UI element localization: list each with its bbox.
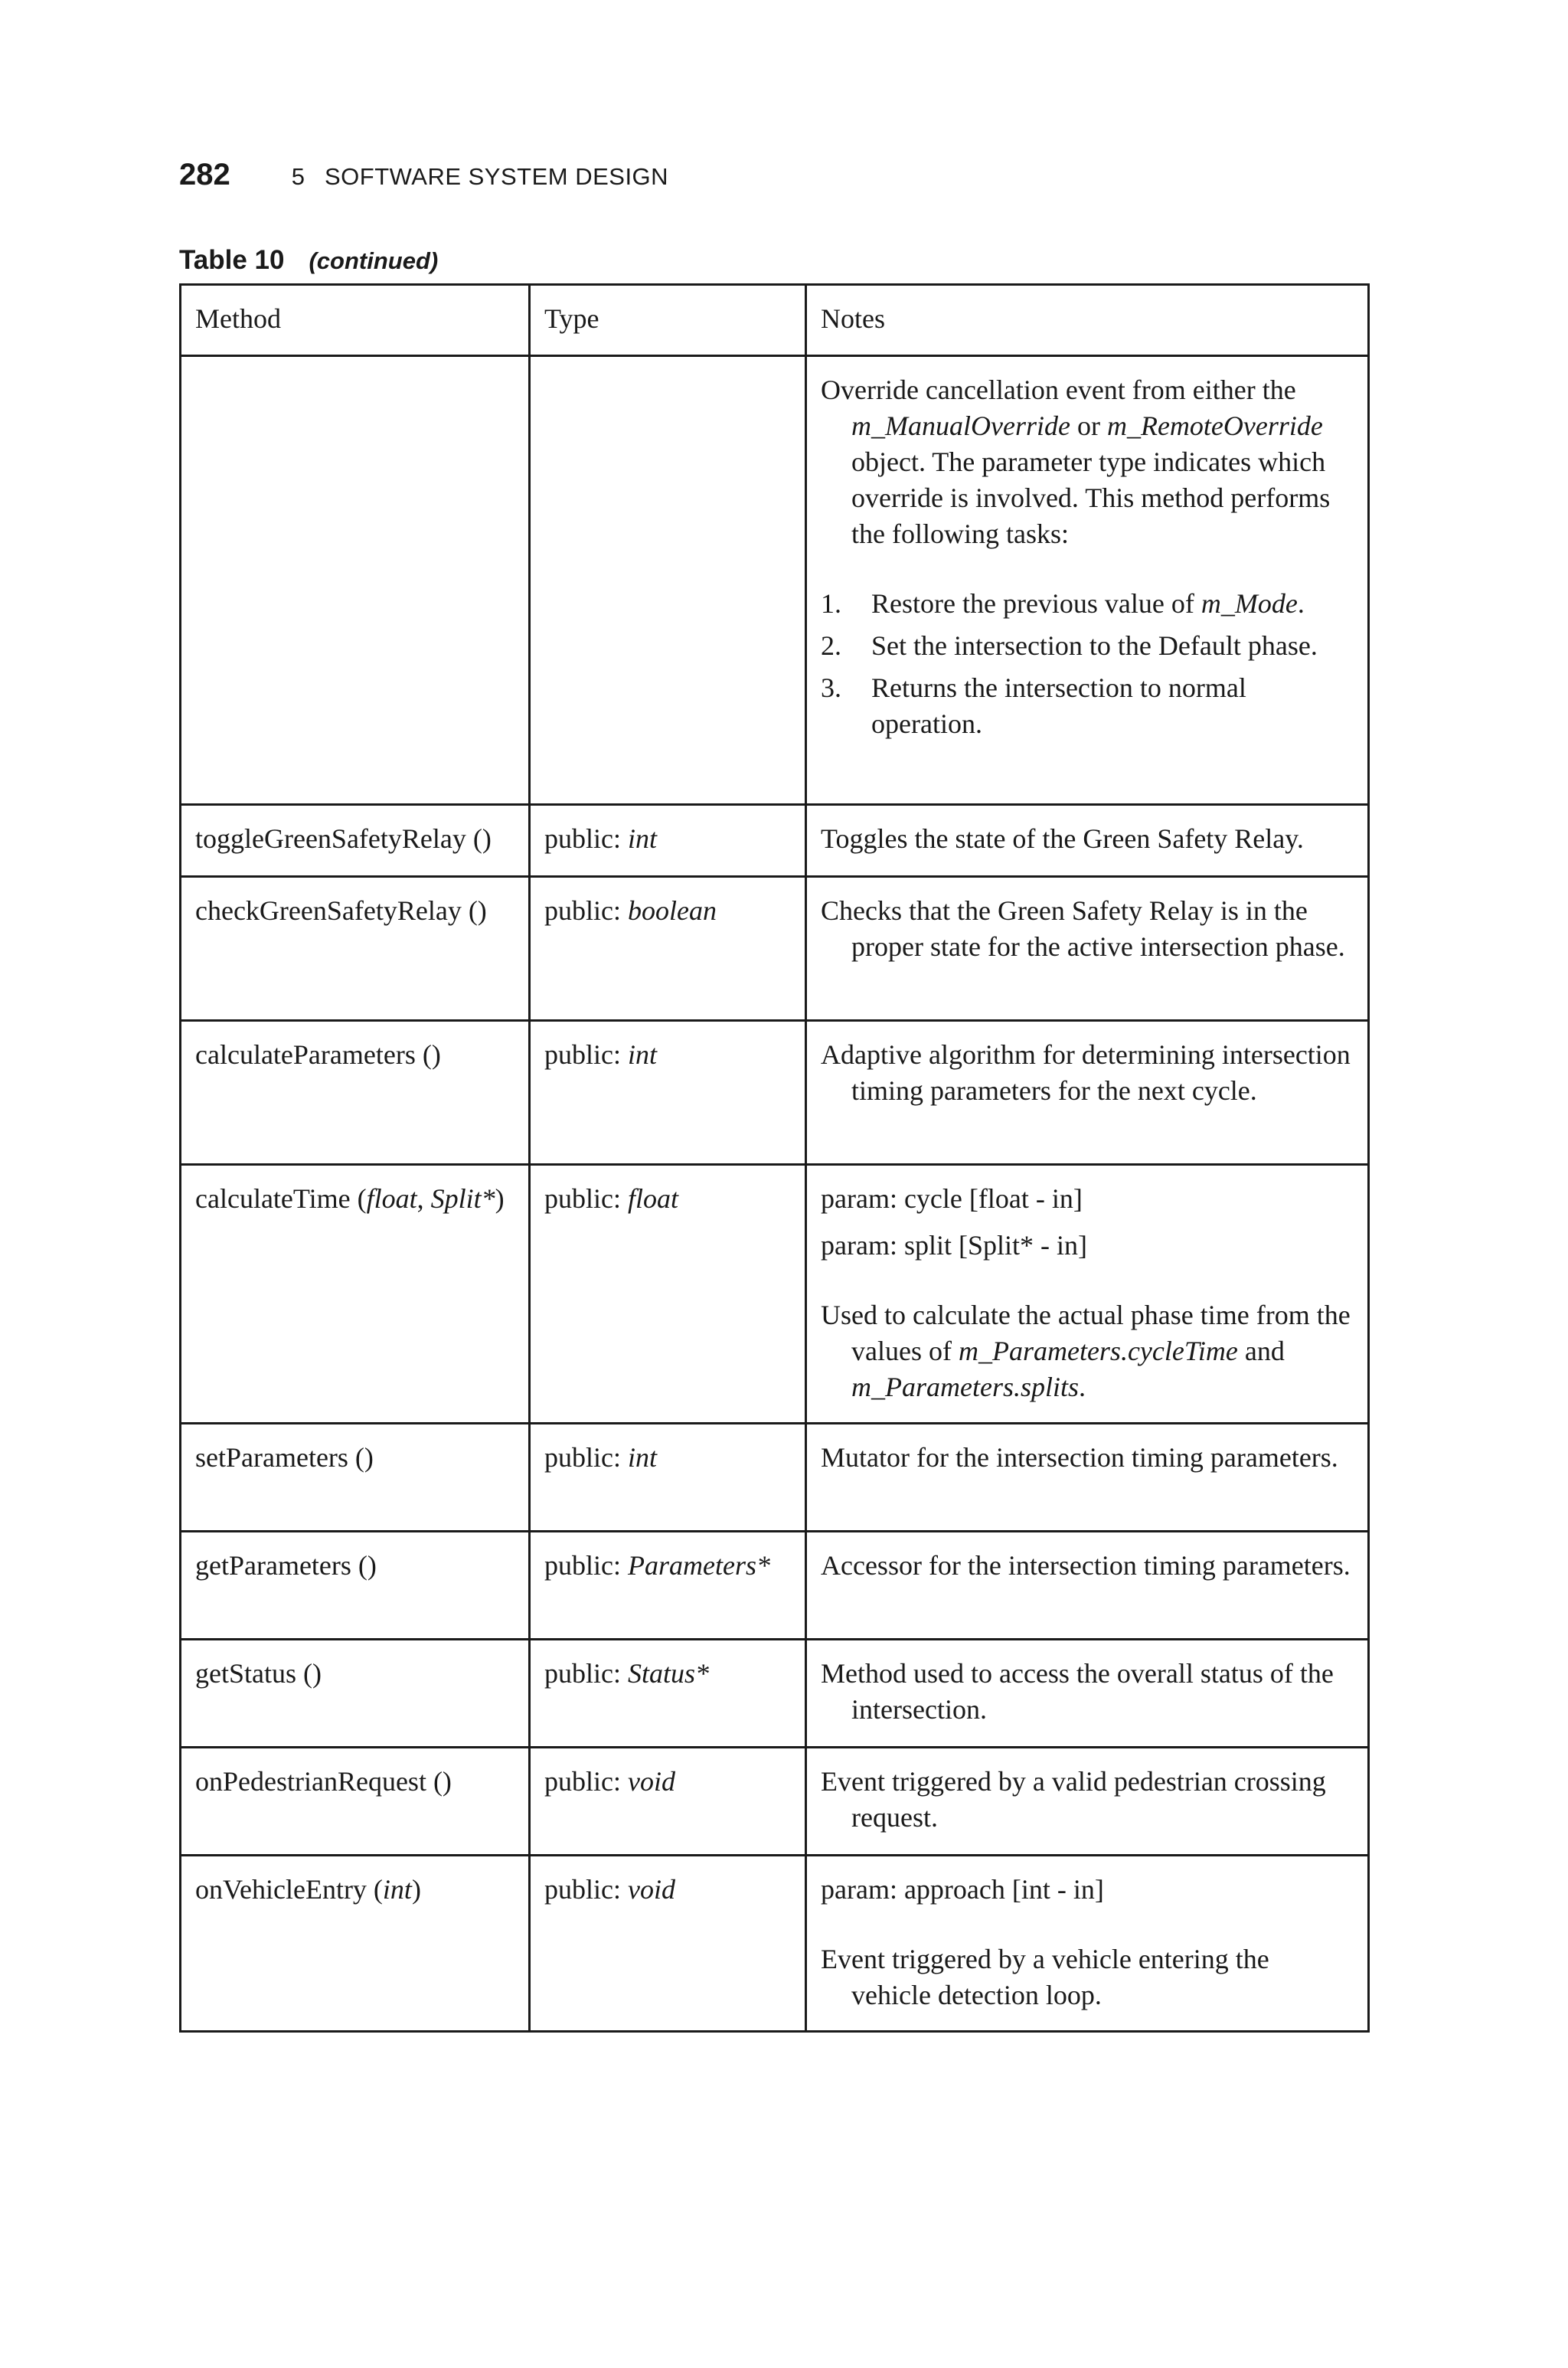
table-row (181, 1532, 1369, 1640)
method-cell: toggleGreenSafetyRelay () (181, 805, 530, 877)
table-caption (179, 245, 438, 276)
table-row (181, 1021, 1369, 1165)
notes-cell (806, 1856, 1369, 2032)
method-cell: setParameters () (181, 1424, 530, 1532)
type-cell: public: boolean (530, 877, 806, 1021)
methods-table (179, 283, 1370, 2033)
notes-text: Used to calculate the actual phase time from the values of m_Parameters.cycleTime and m_Parameters.splits. (821, 1300, 1351, 1402)
method-cell: checkGreenSafetyRelay () (181, 877, 530, 1021)
notes-cell: Event triggered by a valid pedestrian crossing request. (806, 1748, 1369, 1856)
chapter-number: 5 (291, 163, 305, 190)
column-header-method: Method (181, 285, 530, 356)
type-cell: public: void (530, 1856, 806, 2032)
notes-cell: Toggles the state of the Green Safety Relay. (806, 805, 1369, 877)
type-cell: public: Status* (530, 1640, 806, 1748)
param-line: param: cycle [float - in] (821, 1183, 1083, 1214)
list-item: 3. Returns the intersection to normal operation. (821, 672, 1246, 739)
notes-cell: Adaptive algorithm for determining intersection timing parameters for the next cycle. (806, 1021, 1369, 1165)
table-header-row (181, 285, 1369, 356)
method-cell: getStatus () (181, 1640, 530, 1748)
type-cell: public: int (530, 1424, 806, 1532)
type-cell: public: void (530, 1748, 806, 1856)
method-cell: onPedestrianRequest () (181, 1748, 530, 1856)
param-line: param: approach [int - in] (821, 1874, 1104, 1905)
table-row (181, 1748, 1369, 1856)
table-row (181, 1424, 1369, 1532)
table-row (181, 356, 1369, 805)
running-head (179, 158, 668, 204)
notes-cell (806, 1165, 1369, 1424)
column-header-type: Type (530, 285, 806, 356)
type-cell (530, 356, 806, 805)
notes-cell: Mutator for the intersection timing parameters. (806, 1424, 1369, 1532)
notes-cell (806, 356, 1369, 805)
method-cell: calculateTime (float, Split*) (181, 1165, 530, 1424)
table-label: Table 10 (179, 245, 285, 275)
list-item: 2. Set the intersection to the Default phase. (821, 630, 1318, 661)
param-line: param: split [Split* - in] (821, 1230, 1087, 1261)
page-number: 282 (179, 158, 230, 191)
table-row (181, 877, 1369, 1021)
type-cell: public: float (530, 1165, 806, 1424)
table-row (181, 1856, 1369, 2032)
type-cell: public: int (530, 805, 806, 877)
method-cell: onVehicleEntry (int) (181, 1856, 530, 2032)
task-list (821, 586, 1354, 742)
table-row (181, 805, 1369, 877)
list-item: 1. Restore the previous value of m_Mode. (821, 588, 1305, 619)
type-cell: public: int (530, 1021, 806, 1165)
method-cell: calculateParameters () (181, 1021, 530, 1165)
notes-cell: Accessor for the intersection timing parameters. (806, 1532, 1369, 1640)
notes-text: Override cancellation event from either the m_ManualOverride or m_RemoteOverride object. The parameter type indicates which override is involved. This method performs the following tasks: (821, 374, 1331, 549)
table-row (181, 1165, 1369, 1424)
column-header-notes: Notes (806, 285, 1369, 356)
type-cell: public: Parameters* (530, 1532, 806, 1640)
notes-cell: Method used to access the overall status of the intersection. (806, 1640, 1369, 1748)
method-cell: getParameters () (181, 1532, 530, 1640)
chapter-title: SOFTWARE SYSTEM DESIGN (325, 163, 669, 190)
table-continued: (continued) (309, 247, 439, 274)
method-cell (181, 356, 530, 805)
notes-text: Event triggered by a vehicle entering the vehicle detection loop. (821, 1944, 1269, 2010)
table-row (181, 1640, 1369, 1748)
notes-cell: Checks that the Green Safety Relay is in the proper state for the active intersection phase. (806, 877, 1369, 1021)
